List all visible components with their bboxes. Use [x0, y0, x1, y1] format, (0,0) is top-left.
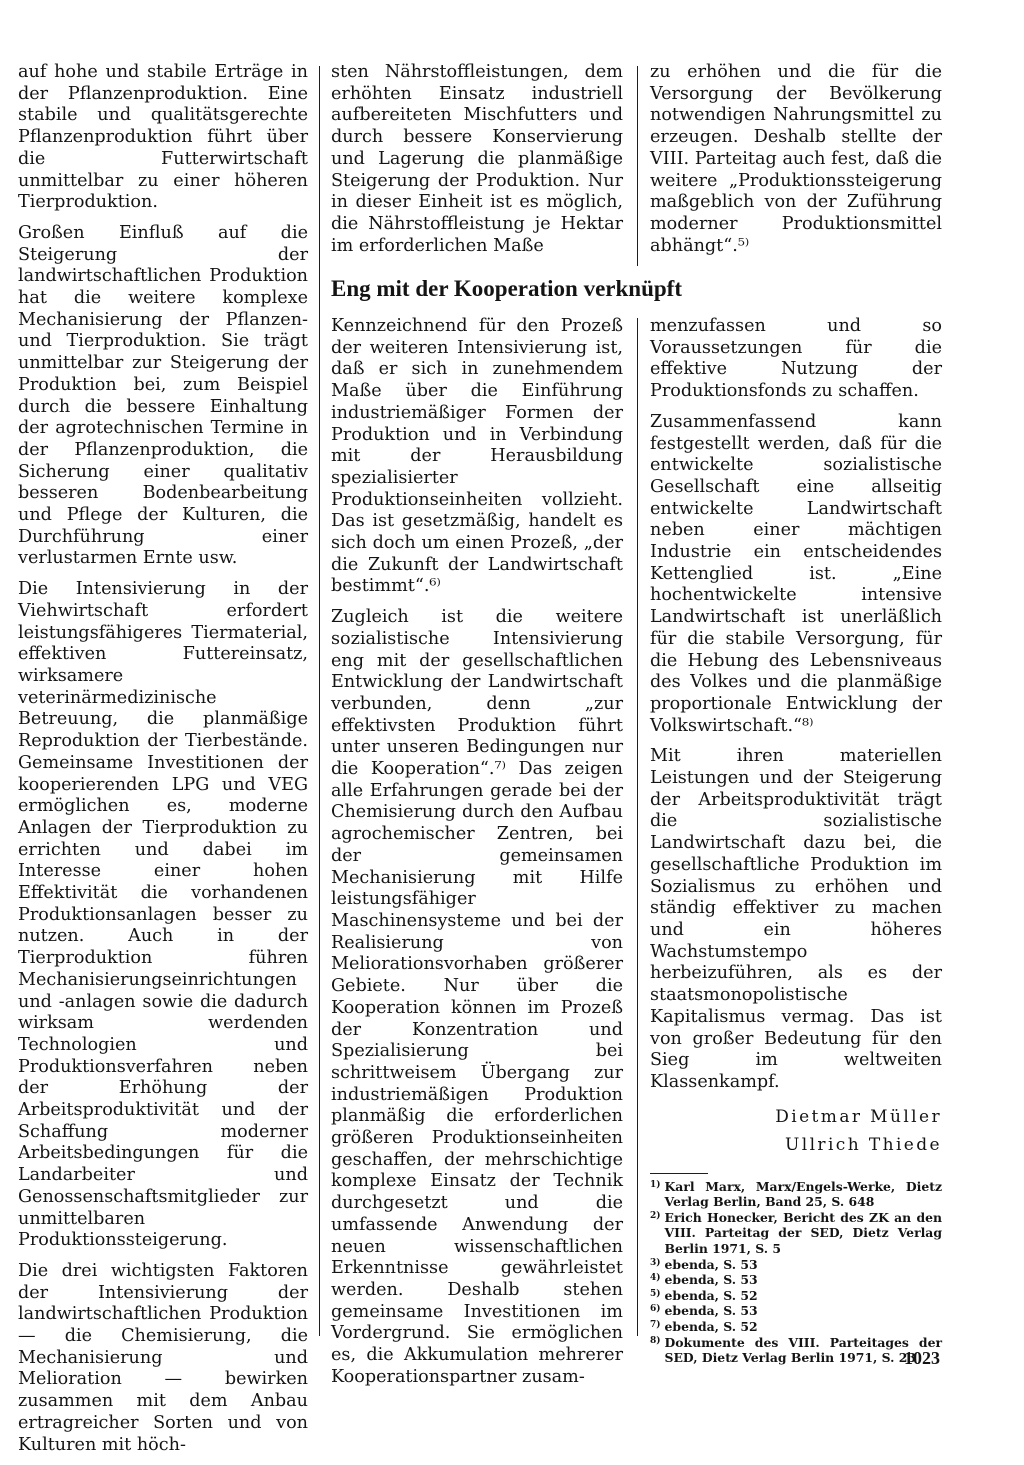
footnote-mark: 4) — [650, 1273, 661, 1284]
column-3-bottom — [650, 316, 942, 1366]
author-name: Dietmar Müller — [775, 1106, 942, 1127]
column-divider-left — [319, 66, 320, 1336]
body-paragraph: Die Intensivierung in der Viehwirtschaft erfordert leistungsfähigeres Tiermaterial, effektiven Futtereinsatz, wirksamere veterinärmedizinische Betreuung, die planmäßige Reproduktion der Tierbestände. Gemeinsame Investitionen der kooperierenden LPG und VEG ermöglichen es, moderne Anlagen der Tierproduktion zu errichten und dabei im Interesse einer hohen Effektivität die vorhandenen Produktionsanlagen besser zu nutzen. Auch in der Tierproduktion führen Mechanisierungseinrichtungen und -anlagen sowie die dadurch wirksam werdenden Technologien und Produktionsverfahren neben der Erhöhung der Arbeitsproduktivität und der Schaffung moderner Arbeitsbedingungen für die Landarbeiter und Genossenschaftsmitglieder zur unmittelbaren Produktionssteigerung. — [18, 579, 308, 1251]
body-paragraph: Kennzeichnend für den Prozeß der weiteren Intensivierung ist, daß er sich in zunehmendem Maße über die Einführung industriemäßiger Formen der Produktion und in Verbindung mit der Herausbildung spezialisierter Produktionseinheiten vollzieht. Das ist gesetzmäßig, handelt es sich doch um einen Prozeß, „der die Zukunft der Landwirtschaft bestimmt“.⁶⁾ — [331, 316, 623, 597]
body-paragraph: auf hohe und stabile Erträge in der Pflanzenproduktion. Eine stabile und qualitätsgerechte Pflanzenproduktion führt über die Futterwirtschaft unmittelbar zu einer höheren Tierproduktion. — [18, 62, 308, 213]
footnote-divider — [650, 1173, 708, 1174]
footnote-mark: 2) — [650, 1210, 661, 1221]
column-3-top — [650, 62, 942, 266]
author-name: Ullrich Thiede — [785, 1134, 942, 1155]
footnote-mark: 8) — [650, 1335, 661, 1346]
column-divider-right-top — [637, 66, 638, 266]
footnote — [650, 1319, 942, 1335]
footnote — [650, 1179, 942, 1210]
body-paragraph: sten Nährstoffleistungen, dem erhöhten Einsatz industriell aufbereiteten Mischfutters und durch bessere Konservierung und Lagerung die planmäßige Steigerung der Produktion. Nur in dieser Einheit ist es möglich, die Nährstoffleistung je Hektar im erforderlichen Maße — [331, 62, 623, 256]
footnote-text: ebenda, S. 53 — [664, 1303, 758, 1319]
footnote-mark: 7) — [650, 1319, 661, 1330]
footnote — [650, 1210, 942, 1257]
body-paragraph: Zusammenfassend kann festgestellt werden, daß für die entwickelte sozialistische Gesellschaft eine allseitig entwickelte Landwirtschaft neben einer mächtigen Industrie ein entscheidendes Kettenglied ist. „Eine hochentwickelte intensive Landwirtschaft ist unerläßlich für die stabile Versorgung, für die Hebung des Lebensniveaus des Volkes und die planmäßige proportionale Entwicklung der Volkswirtschaft.“⁸⁾ — [650, 411, 942, 736]
column-2-top — [331, 62, 623, 266]
footnote-text: Karl Marx, Marx/Engels-Werke, Dietz Verlag Berlin, Band 25, S. 648 — [664, 1178, 942, 1210]
footnote-mark: 3) — [650, 1257, 661, 1268]
footnote-text: ebenda, S. 52 — [664, 1287, 758, 1303]
footnote-mark: 1) — [650, 1179, 661, 1190]
footnote — [650, 1288, 942, 1304]
body-paragraph: Zugleich ist die weitere sozialistische Intensivierung eng mit der gesellschaftlichen Entwicklung der Landwirtschaft verbunden, denn „zur effektivsten Produktion führt unter unseren Bedingungen nur die Kooperation“.⁷⁾ Das zeigen alle Erfahrungen gerade bei der Chemisierung durch den Aufbau agrochemischer Zentren, bei der gemeinsamen Mechanisierung mit Hilfe leistungsfähiger Maschinensysteme und bei der Realisierung von Meliorationsvorhaben größerer Gebiete. Nur über die Kooperation können im Prozeß der Konzentration und Spezialisierung bei schrittweisem Übergang zur industriemäßigen Produktion planmäßig die erforderlichen größeren Produktionseinheiten geschaffen, der mehrschichtige komplexe Einsatz der Technik durchgesetzt und die umfassende Anwendung der neuen wissenschaftlichen Erkenntnisse gewährleistet werden. Deshalb stehen gemeinsame Investitionen im Vordergrund. Sie ermöglichen es, die Akkumulation mehrerer Kooperationspartner zusam- — [331, 607, 623, 1387]
footnote-list — [650, 1179, 942, 1366]
body-paragraph: Mit ihren materiellen Leistungen und der Steigerung der Arbeitsproduktivität trägt die sozialistische Landwirtschaft dazu bei, die gesellschaftliche Produktion im Sozialismus zu erhöhen und ständig effektiver zu machen und ein höheres Wachstumstempo herbeizuführen, als es der staatsmonopolistische Kapitalismus vermag. Das ist von großer Bedeutung für den Sieg im weltweiten Klassenkampf. — [650, 746, 942, 1092]
body-paragraph: menzufassen und so Voraussetzungen für die effektive Nutzung der Produktionsfonds zu schaffen. — [650, 316, 942, 402]
footnote-text: Erich Honecker, Bericht des ZK an den VIII. Parteitag der SED, Dietz Verlag Berlin 1971, S. 5 — [664, 1209, 942, 1256]
body-paragraph: Die drei wichtigsten Faktoren der Intensivierung der landwirtschaftlichen Produktion — die Chemisierung, die Mechanisierung und Melioration — bewirken zusammen mit dem Anbau ertragreicher Sorten und von Kulturen mit höch- — [18, 1260, 308, 1455]
footnote-text: Dokumente des VIII. Parteitages der SED, Dietz Verlag Berlin 1971, S. 23 — [664, 1334, 942, 1366]
footnote — [650, 1303, 942, 1319]
section-heading: Eng mit der Kooperation verknüpft — [331, 276, 682, 301]
body-paragraph: zu erhöhen und die für die Versorgung der Bevölkerung notwendigen Nahrungsmittel zu erzeugen. Deshalb stellte der VIII. Parteitag auch fest, daß die weitere „Produktionssteigerung maßgeblich von der Zuführung moderner Produktionsmittel abhängt“.⁵⁾ — [650, 62, 942, 256]
footnote-mark: 6) — [650, 1304, 661, 1315]
page-number: 1023 — [904, 1348, 940, 1368]
footnote — [650, 1335, 942, 1366]
column-1 — [18, 62, 308, 1465]
footnote — [650, 1257, 942, 1273]
footnote-text: ebenda, S. 52 — [664, 1318, 758, 1334]
column-divider-right-bottom — [637, 318, 638, 1336]
footnote-text: ebenda, S. 53 — [664, 1256, 758, 1272]
footnote-text: ebenda, S. 53 — [664, 1272, 758, 1288]
footnote-mark: 5) — [650, 1288, 661, 1299]
footnote — [650, 1272, 942, 1288]
column-2-bottom — [331, 316, 623, 1397]
body-paragraph: Großen Einfluß auf die Steigerung der landwirtschaftlichen Produktion hat die weitere komplexe Mechanisierung der Pflanzen- und Tierproduktion. Sie trägt unmittelbar zur Steigerung der Produktion bei, zum Beispiel durch die bessere Einhaltung der agrotechnischen Termine in der Pflanzenproduktion, die Sicherung einer qualitativ besseren Bodenbearbeitung und Pflege der Kulturen, die Durchführung einer verlustarmen Ernte usw. — [18, 222, 308, 569]
